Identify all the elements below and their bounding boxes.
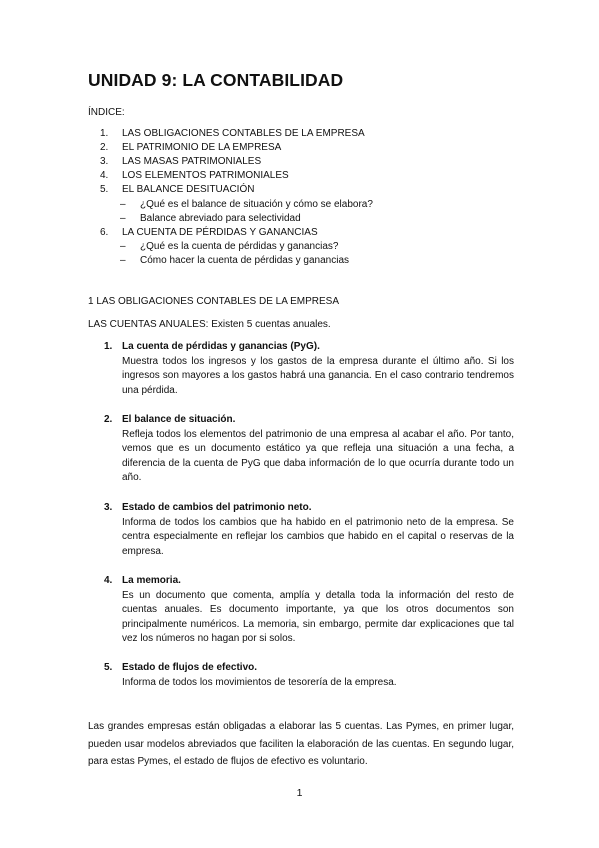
toc-text: Balance abreviado para selectividad — [140, 213, 301, 224]
item-text-line: cuentas anuales. Es documento importante, ya que los otros documentos son — [122, 604, 514, 615]
item-text-line: Es un documento que comenta, amplía y detalla toda la información del resto de — [122, 589, 514, 601]
toc-number: 4. — [100, 170, 109, 181]
toc-text: ¿Qué es el balance de situación y cómo se elabora? — [140, 199, 373, 210]
item-text-line: año. — [122, 472, 142, 483]
toc-number: 3. — [100, 156, 109, 167]
item-number: 1. — [104, 341, 113, 352]
section-heading: 1 LAS OBLIGACIONES CONTABLES DE LA EMPRESA — [88, 296, 340, 307]
item-text-line: Informa de todos los cambios que ha habido en el patrimonio neto de la empresa. Se — [122, 516, 514, 528]
toc-text: LAS OBLIGACIONES CONTABLES DE LA EMPRESA — [122, 128, 365, 139]
item-heading: Estado de cambios del patrimonio neto. — [122, 502, 312, 513]
item-text-line: ingresos son mayores a los gastos habrá una ganancia. En el caso contrario tendremos — [122, 370, 514, 381]
toc-number: 5. — [100, 184, 109, 195]
cuentas-intro: LAS CUENTAS ANUALES: Existen 5 cuentas anuales. — [88, 319, 331, 330]
item-heading: La cuenta de pérdidas y ganancias (PyG). — [122, 341, 320, 352]
item-text-line: una pérdida. — [122, 384, 178, 396]
toc-number: 2. — [100, 142, 109, 153]
toc-text: LOS ELEMENTOS PATRIMONIALES — [122, 170, 289, 181]
item-text-line: vemos que es un documento estático ya que refleja una situación a una fecha, a — [122, 443, 514, 454]
item-number: 4. — [104, 575, 113, 586]
toc-text: Cómo hacer la cuenta de pérdidas y ganancias — [140, 255, 350, 266]
toc-dash: – — [120, 241, 126, 252]
toc-text: EL PATRIMONIO DE LA EMPRESA — [122, 142, 282, 153]
page-number: 1 — [296, 787, 303, 799]
item-heading: La memoria. — [122, 575, 181, 586]
item-text-line: Informa de todos los movimientos de tesorería de la empresa. — [122, 676, 397, 688]
indice-label: ÍNDICE: — [88, 107, 125, 118]
toc-dash: – — [120, 255, 126, 266]
item-number: 2. — [104, 414, 113, 425]
page-title: UNIDAD 9: LA CONTABILIDAD — [88, 70, 344, 90]
item-text-line: centra especialmente en reflejar los cambios que habido en el capital o reservas de la — [122, 531, 514, 542]
closing-line: para estas Pymes, el estado de flujos de efectivo es voluntario. — [88, 756, 368, 767]
item-number: 5. — [104, 662, 113, 673]
toc-text: LAS MASAS PATRIMONIALES — [122, 156, 262, 167]
toc-text: LA CUENTA DE PÉRDIDAS Y GANANCIAS — [122, 227, 318, 238]
item-heading: El balance de situación. — [122, 414, 236, 425]
item-text-line: Refleja todos los elementos del patrimonio de una empresa al acabar el año. Por tanto, — [122, 428, 514, 440]
item-text-line: Muestra todos los ingresos y los gastos de la empresa durante el último año. Si los — [122, 355, 514, 367]
item-text-line: empresa. — [122, 545, 164, 557]
closing-line: pueden usar modelos abreviados que faciliten la elaboración de las cuentas. En segundo lugar, — [88, 738, 514, 750]
toc-text: ¿Qué es la cuenta de pérdidas y ganancias? — [140, 241, 339, 252]
item-text-line: vez los números no hagan por si solos. — [122, 633, 296, 644]
item-heading: Estado de flujos de efectivo. — [122, 662, 258, 673]
toc-number: 1. — [100, 128, 109, 139]
item-number: 3. — [104, 502, 113, 513]
item-text-line: principalmente numéricos. La memoria, sin embargo, permite dar explicaciones que tal — [122, 618, 514, 630]
toc-dash: – — [120, 199, 126, 210]
toc-number: 6. — [100, 227, 109, 238]
closing-line: Las grandes empresas están obligadas a elaborar las 5 cuentas. Las Pymes, en primer lugar, — [88, 721, 514, 732]
toc-text: EL BALANCE DESITUACIÓN — [122, 184, 255, 195]
toc-dash: – — [120, 213, 126, 224]
item-text-line: diferencia de la cuenta de PyG que daba información de lo que ocurría durante todo un — [122, 457, 514, 469]
